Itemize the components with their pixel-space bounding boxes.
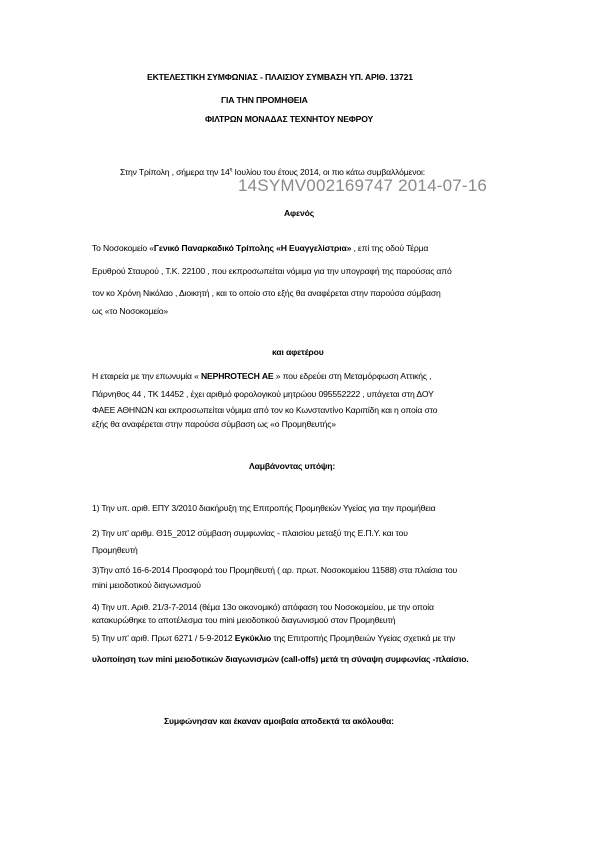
contract-title: ΕΚΤΕΛΕΣΤΙΚΗ ΣΥΜΦΩΝΙΑΣ - ΠΛΑΙΣΙΟΥ ΣΥΜΒΑΣΗ ΥΠ. ΑΡΙΘ. 13721: [147, 72, 413, 82]
party2-line4: εξής θα αναφέρεται στην παρούσα σύμβαση ως «ο Προμηθευτής»: [92, 419, 336, 429]
party1-heading: Αφενός: [284, 208, 315, 218]
party2-line3: ΦΑΕΕ ΑΘΗΝΩΝ και εκπροσωπείται νόμιμα από τον κο Κωνσταντίνο Καριπίδη και η οποία στο: [92, 405, 438, 415]
item-5-line1-a: 5) Την υπ' αριθ. Πρωτ 6271 / 5-9-2012: [92, 633, 235, 643]
party2-line2: Πάρνηθος 44 , ΤΚ 14452 , έχει αριθμό φορολογικού μητρώου 095552222 , υπάγεται στη ΔΟΥ: [92, 389, 434, 399]
party1-line1-b: , επί της οδού Τέρμα: [351, 243, 429, 253]
item-2-line2: Προμηθευτή: [92, 545, 138, 555]
party2-line1: [92, 371, 431, 382]
item-3-line1: 3)Την από 16-6-2014 Προσφορά του Προμηθευτή ( αρ. πρωτ. Νοσοκομείου 11588) στα πλαίσια του: [92, 565, 458, 575]
party1-line1: [92, 243, 428, 254]
item-4-line2: κατακυρώθηκε το αποτέλεσμα του mini μειοδοτικού διαγωνισμού στον Προμηθευτή: [92, 615, 396, 625]
company-name: NEPHROTECH ΑΕ: [200, 371, 274, 381]
item-5-line1: [92, 633, 455, 644]
party1-line1-a: Το Νοσοκομείο «: [92, 243, 154, 253]
item-1: 1) Την υπ. αριθ. ΕΠΥ 3/2010 διακήρυξη της Επιτροπής Προμηθειών Υγείας για την προμήθεια: [92, 503, 436, 513]
contract-subject-line1: ΓΙΑ ΤΗΝ ΠΡΟΜΗΘΕΙΑ: [221, 95, 308, 105]
item-2-line1: 2) Την υπ' αριθμ. Θ15_2012 σύμβαση συμφωνίας - πλαισίου μεταξύ της Ε.Π.Υ. και του: [92, 528, 408, 538]
contract-subject-line2: ΦΙΛΤΡΩΝ ΜΟΝΑΔΑΣ ΤΕΧΝΗΤΟΥ ΝΕΦΡΟΥ: [205, 114, 374, 124]
item-4-line1: 4) Την υπ. Αριθ. 21/3-7-2014 (θέμα 13ο οικονομικό) απόφαση του Νοσοκομείου, με την οποία: [92, 602, 434, 612]
party2-line1-b: » που εδρεύει στη Μεταμόρφωση Αττικής ,: [273, 371, 432, 381]
considering-heading: Λαμβάνοντας υπόψη:: [249, 461, 336, 471]
party1-line4: ως «το Νοσοκομείο»: [92, 306, 169, 316]
ada-watermark: 14SYMV002169747 2014-07-16: [238, 176, 488, 195]
intro-text-b: Ιουλίου του έτους 2014, οι πιο κάτω συμβαλλόμενοι:: [232, 167, 425, 177]
hospital-name: Γενικό Παναρκαδικό Τρίπολης «Η Ευαγγελίστρια»: [153, 243, 352, 253]
item-5-line2: υλοποίηση των mini μειοδοτικών διαγωνισμών (call-offs) μετά τη σύναψη συμφωνίας -πλαίσιο.: [92, 654, 469, 664]
circular-word: Εγκύκλιο: [234, 633, 272, 643]
intro-text-a: Στην Τρίπολη , σήμερα την 14: [120, 167, 230, 177]
party1-line3: τον κο Χρόνη Νικόλαο , Διοικητή , και το οποίο στο εξής θα αναφέρεται στην παρούσα σύμβαση: [92, 288, 441, 298]
agreement-heading: Συμφώνησαν και έκαναν αμοιβαία αποδεκτά τα ακόλουθα:: [164, 716, 394, 726]
item-3-line2: mini μειοδοτικού διαγωνισμού: [92, 580, 201, 590]
intro-superscript: η: [229, 167, 233, 174]
item-5-line1-b: της Επιτροπής Προμηθειών Υγείας σχετικά με την: [271, 633, 456, 643]
party1-line2: Ερυθρού Σταυρού , Τ.Κ. 22100 , που εκπροσωπείται νόμιμα για την υπογραφή της παρούσας από: [92, 266, 452, 276]
party2-heading: και αφετέρου: [272, 347, 324, 357]
party2-line1-a: Η εταιρεία με την επωνυμία «: [92, 371, 201, 381]
